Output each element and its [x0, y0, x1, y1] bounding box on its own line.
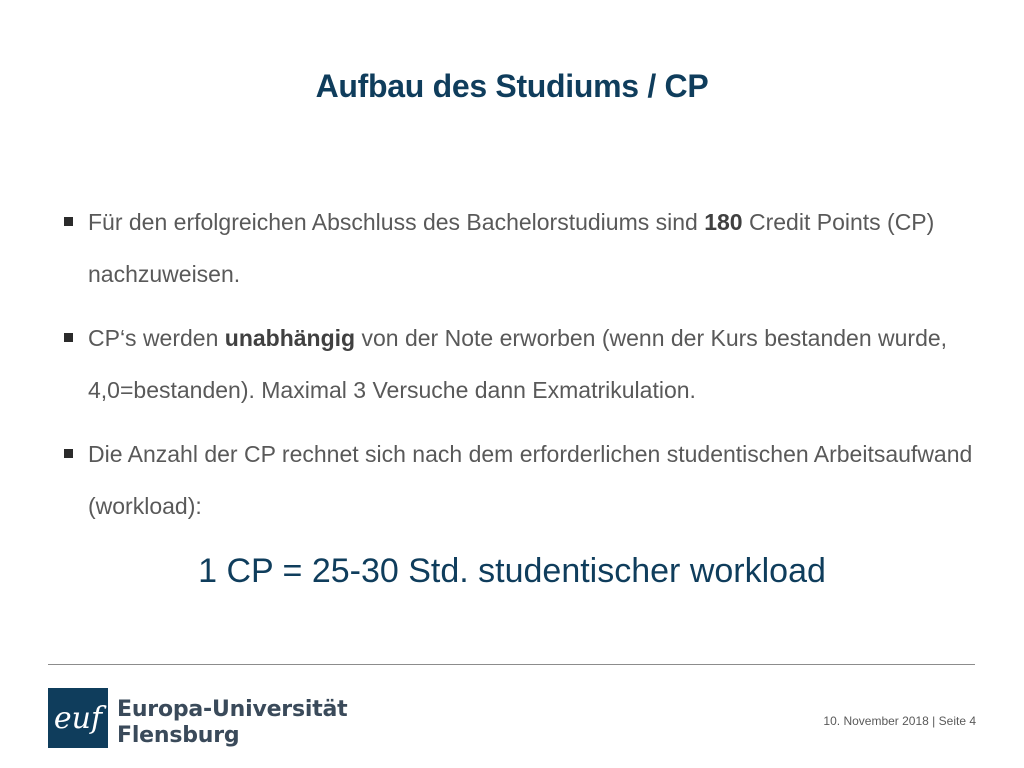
bullet-text: Die Anzahl der CP rechnet sich nach dem erforderlichen studentischen Arbeitsaufwand (workload):	[88, 441, 973, 519]
square-bullet-icon	[64, 333, 73, 342]
formula-highlight: 1 CP = 25-30 Std. studentischer workload	[198, 552, 826, 590]
bullet-list	[62, 196, 982, 544]
square-bullet-icon	[64, 217, 73, 226]
bullet-text: von der Note erworben (wenn der Kurs bestanden wurde, 4,0=bestanden). Maximal 3 Versuche dann Exmatrikulation.	[88, 325, 948, 403]
bullet-text: Credit Points (CP) nachzuweisen.	[88, 209, 935, 287]
university-logo-icon	[48, 688, 108, 748]
bullet-emphasis: unabhängig	[224, 325, 356, 351]
footer-divider	[48, 664, 975, 665]
university-name	[117, 697, 347, 749]
footer-info	[823, 714, 976, 728]
page-number: Seite 4	[938, 714, 976, 728]
bullet-item	[62, 428, 982, 532]
logo-mark-text: euf	[53, 701, 103, 736]
footer-separator: |	[932, 714, 936, 728]
bullet-item	[62, 196, 982, 300]
square-bullet-icon	[64, 449, 73, 458]
bullet-emphasis: 180	[704, 209, 743, 235]
university-name-line1: Europa-Universität	[117, 697, 348, 722]
university-name-line2: Flensburg	[117, 723, 240, 748]
slide-title: Aufbau des Studiums / CP	[315, 68, 709, 104]
bullet-item	[62, 312, 982, 416]
footer-date: 10. November 2018	[823, 714, 929, 728]
bullet-text: Für den erfolgreichen Abschluss des Bachelorstudiums sind	[88, 209, 705, 235]
bullet-text: CP‘s werden	[88, 325, 225, 351]
